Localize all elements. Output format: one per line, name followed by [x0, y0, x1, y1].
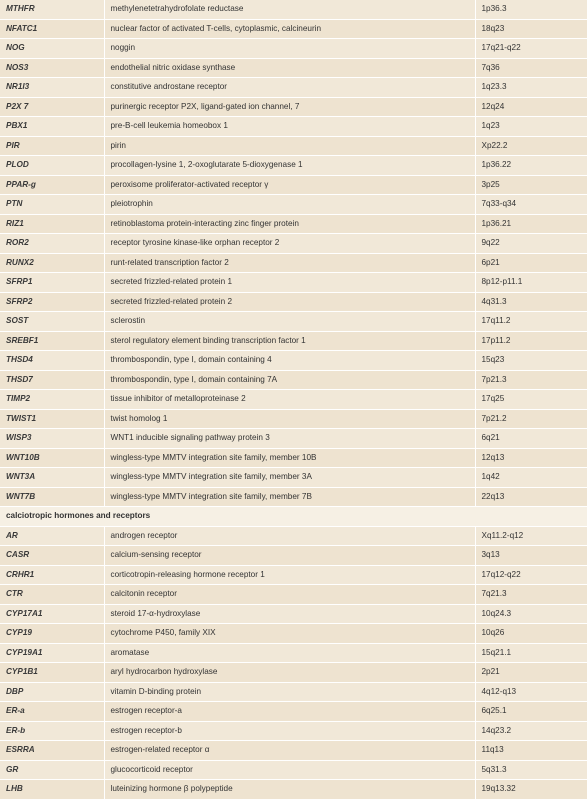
protein-name-cell: cytochrome P450, family XIX [104, 624, 475, 644]
protein-name-cell: sclerostin [104, 312, 475, 332]
protein-name-cell: pirin [104, 136, 475, 156]
chromosome-locus-cell: 17q11.2 [475, 312, 587, 332]
section-row [0, 507, 587, 527]
chromosome-locus-cell: 1p36.3 [475, 0, 587, 19]
gene-symbol-cell: PTN [0, 195, 104, 215]
table-row [0, 117, 587, 137]
protein-name-cell: methylenetetrahydrofolate reductase [104, 0, 475, 19]
table-row [0, 409, 587, 429]
chromosome-locus-cell: 6q25.1 [475, 702, 587, 722]
chromosome-locus-cell: 1q23 [475, 117, 587, 137]
protein-name-cell: steroid 17-α-hydroxylase [104, 604, 475, 624]
table-row [0, 663, 587, 683]
gene-symbol-cell: PPAR-g [0, 175, 104, 195]
table-row [0, 565, 587, 585]
table-row [0, 390, 587, 410]
gene-symbol-cell: WISP3 [0, 429, 104, 449]
protein-name-cell: runt-related transcription factor 2 [104, 253, 475, 273]
table-row [0, 39, 587, 59]
table-row [0, 312, 587, 332]
chromosome-locus-cell: 22q13 [475, 487, 587, 507]
table-row [0, 156, 587, 176]
table-row [0, 78, 587, 98]
protein-name-cell: receptor tyrosine kinase-like orphan receptor 2 [104, 234, 475, 254]
gene-symbol-cell: ROR2 [0, 234, 104, 254]
chromosome-locus-cell: 7q36 [475, 58, 587, 78]
table-row [0, 468, 587, 488]
chromosome-locus-cell: 17q21-q22 [475, 39, 587, 59]
chromosome-locus-cell: 7p21.3 [475, 370, 587, 390]
table-row [0, 234, 587, 254]
protein-name-cell: glucocorticoid receptor [104, 760, 475, 780]
protein-name-cell: wingless-type MMTV integration site family, member 10B [104, 448, 475, 468]
table-row [0, 604, 587, 624]
table-row [0, 487, 587, 507]
chromosome-locus-cell: 8p12-p11.1 [475, 273, 587, 293]
table-row [0, 58, 587, 78]
chromosome-locus-cell: 6q21 [475, 429, 587, 449]
table-row [0, 351, 587, 371]
gene-symbol-cell: NOG [0, 39, 104, 59]
gene-symbol-cell: THSD4 [0, 351, 104, 371]
protein-name-cell: twist homolog 1 [104, 409, 475, 429]
gene-symbol-cell: ER-b [0, 721, 104, 741]
protein-name-cell: estrogen receptor-a [104, 702, 475, 722]
gene-symbol-cell: CASR [0, 546, 104, 566]
protein-name-cell: constitutive androstane receptor [104, 78, 475, 98]
protein-name-cell: nuclear factor of activated T-cells, cytoplasmic, calcineurin [104, 19, 475, 39]
chromosome-locus-cell: 3q13 [475, 546, 587, 566]
chromosome-locus-cell: 1q42 [475, 468, 587, 488]
chromosome-locus-cell: 17p11.2 [475, 331, 587, 351]
gene-symbol-cell: WNT10B [0, 448, 104, 468]
table-row [0, 136, 587, 156]
protein-name-cell: aryl hydrocarbon hydroxylase [104, 663, 475, 683]
protein-name-cell: androgen receptor [104, 526, 475, 546]
gene-symbol-cell: SFRP2 [0, 292, 104, 312]
protein-name-cell: procollagen-lysine 1, 2-oxoglutarate 5-dioxygenase 1 [104, 156, 475, 176]
protein-name-cell: sterol regulatory element binding transcription factor 1 [104, 331, 475, 351]
gene-symbol-cell: CYP1B1 [0, 663, 104, 683]
table-row [0, 526, 587, 546]
gene-symbol-cell: TWIST1 [0, 409, 104, 429]
protein-name-cell: noggin [104, 39, 475, 59]
gene-symbol-cell: NR1I3 [0, 78, 104, 98]
chromosome-locus-cell: 12q24 [475, 97, 587, 117]
table-row [0, 19, 587, 39]
chromosome-locus-cell: 12q13 [475, 448, 587, 468]
chromosome-locus-cell: 5q31.3 [475, 760, 587, 780]
gene-symbol-cell: RIZ1 [0, 214, 104, 234]
chromosome-locus-cell: 6p21 [475, 253, 587, 273]
table-row [0, 292, 587, 312]
chromosome-locus-cell: 18q23 [475, 19, 587, 39]
gene-symbol-cell: PBX1 [0, 117, 104, 137]
table-row [0, 273, 587, 293]
table-row [0, 741, 587, 761]
protein-name-cell: pre-B-cell leukemia homeobox 1 [104, 117, 475, 137]
gene-symbol-cell: CYP19A1 [0, 643, 104, 663]
protein-name-cell: luteinizing hormone β polypeptide [104, 780, 475, 800]
table-row [0, 546, 587, 566]
table-row [0, 253, 587, 273]
protein-name-cell: purinergic receptor P2X, ligand-gated ion channel, 7 [104, 97, 475, 117]
protein-name-cell: wingless-type MMTV integration site family, member 3A [104, 468, 475, 488]
chromosome-locus-cell: 17q12-q22 [475, 565, 587, 585]
table-row [0, 760, 587, 780]
table-section [0, 507, 587, 527]
chromosome-locus-cell: 15q23 [475, 351, 587, 371]
protein-name-cell: peroxisome proliferator-activated receptor γ [104, 175, 475, 195]
gene-symbol-cell: NOS3 [0, 58, 104, 78]
protein-name-cell: WNT1 inducible signaling pathway protein 3 [104, 429, 475, 449]
table-row [0, 429, 587, 449]
gene-symbol-cell: NFATC1 [0, 19, 104, 39]
chromosome-locus-cell: 3p25 [475, 175, 587, 195]
protein-name-cell: endothelial nitric oxidase synthase [104, 58, 475, 78]
protein-name-cell: secreted frizzled-related protein 1 [104, 273, 475, 293]
gene-symbol-cell: WNT3A [0, 468, 104, 488]
chromosome-locus-cell: Xp22.2 [475, 136, 587, 156]
gene-symbol-cell: CYP19 [0, 624, 104, 644]
protein-name-cell: thrombospondin, type I, domain containing 7A [104, 370, 475, 390]
gene-symbol-cell: ESRRA [0, 741, 104, 761]
gene-symbol-cell: SOST [0, 312, 104, 332]
chromosome-locus-cell: 10q24.3 [475, 604, 587, 624]
chromosome-locus-cell: Xq11.2-q12 [475, 526, 587, 546]
protein-name-cell: estrogen-related receptor α [104, 741, 475, 761]
chromosome-locus-cell: 17q25 [475, 390, 587, 410]
gene-symbol-cell: P2X 7 [0, 97, 104, 117]
chromosome-locus-cell: 4q31.3 [475, 292, 587, 312]
table-row [0, 195, 587, 215]
protein-name-cell: corticotropin-releasing hormone receptor 1 [104, 565, 475, 585]
gene-symbol-cell: LHB [0, 780, 104, 800]
gene-symbol-cell: RUNX2 [0, 253, 104, 273]
protein-name-cell: pleiotrophin [104, 195, 475, 215]
gene-symbol-cell: AR [0, 526, 104, 546]
gene-symbol-cell: SREBF1 [0, 331, 104, 351]
protein-name-cell: aromatase [104, 643, 475, 663]
protein-name-cell: calcitonin receptor [104, 585, 475, 605]
table-row [0, 331, 587, 351]
chromosome-locus-cell: 14q23.2 [475, 721, 587, 741]
chromosome-locus-cell: 10q26 [475, 624, 587, 644]
table-row [0, 721, 587, 741]
table-row [0, 97, 587, 117]
chromosome-locus-cell: 1p36.21 [475, 214, 587, 234]
protein-name-cell: tissue inhibitor of metalloproteinase 2 [104, 390, 475, 410]
chromosome-locus-cell: 9q22 [475, 234, 587, 254]
table-row [0, 448, 587, 468]
protein-name-cell: calcium-sensing receptor [104, 546, 475, 566]
gene-symbol-cell: PIR [0, 136, 104, 156]
gene-symbol-cell: WNT7B [0, 487, 104, 507]
protein-name-cell: estrogen receptor-b [104, 721, 475, 741]
protein-name-cell: vitamin D-binding protein [104, 682, 475, 702]
chromosome-locus-cell: 1q23.3 [475, 78, 587, 98]
chromosome-locus-cell: 4q12-q13 [475, 682, 587, 702]
gene-symbol-cell: DBP [0, 682, 104, 702]
table-row [0, 175, 587, 195]
gene-symbol-cell: CYP17A1 [0, 604, 104, 624]
gene-symbol-cell: CTR [0, 585, 104, 605]
table-body-bottom [0, 526, 587, 799]
gene-symbol-cell: ER-a [0, 702, 104, 722]
chromosome-locus-cell: 1p36.22 [475, 156, 587, 176]
chromosome-locus-cell: 19q13.32 [475, 780, 587, 800]
table-row [0, 682, 587, 702]
table-row [0, 643, 587, 663]
protein-name-cell: retinoblastoma protein-interacting zinc finger protein [104, 214, 475, 234]
section-title: calciotropic hormones and receptors [0, 507, 587, 527]
table-row [0, 370, 587, 390]
protein-name-cell: thrombospondin, type I, domain containing 4 [104, 351, 475, 371]
chromosome-locus-cell: 11q13 [475, 741, 587, 761]
gene-symbol-cell: GR [0, 760, 104, 780]
gene-symbol-cell: THSD7 [0, 370, 104, 390]
gene-symbol-cell: PLOD [0, 156, 104, 176]
protein-name-cell: wingless-type MMTV integration site family, member 7B [104, 487, 475, 507]
chromosome-locus-cell: 2p21 [475, 663, 587, 683]
gene-symbol-cell: TIMP2 [0, 390, 104, 410]
table-row [0, 624, 587, 644]
chromosome-locus-cell: 7q33-q34 [475, 195, 587, 215]
gene-symbol-cell: SFRP1 [0, 273, 104, 293]
table-row [0, 214, 587, 234]
table-row [0, 585, 587, 605]
table-row [0, 780, 587, 800]
chromosome-locus-cell: 7p21.2 [475, 409, 587, 429]
chromosome-locus-cell: 15q21.1 [475, 643, 587, 663]
protein-name-cell: secreted frizzled-related protein 2 [104, 292, 475, 312]
gene-symbol-cell: CRHR1 [0, 565, 104, 585]
table-row [0, 702, 587, 722]
chromosome-locus-cell: 7q21.3 [475, 585, 587, 605]
table-row [0, 0, 587, 19]
gene-symbol-cell: MTHFR [0, 0, 104, 19]
